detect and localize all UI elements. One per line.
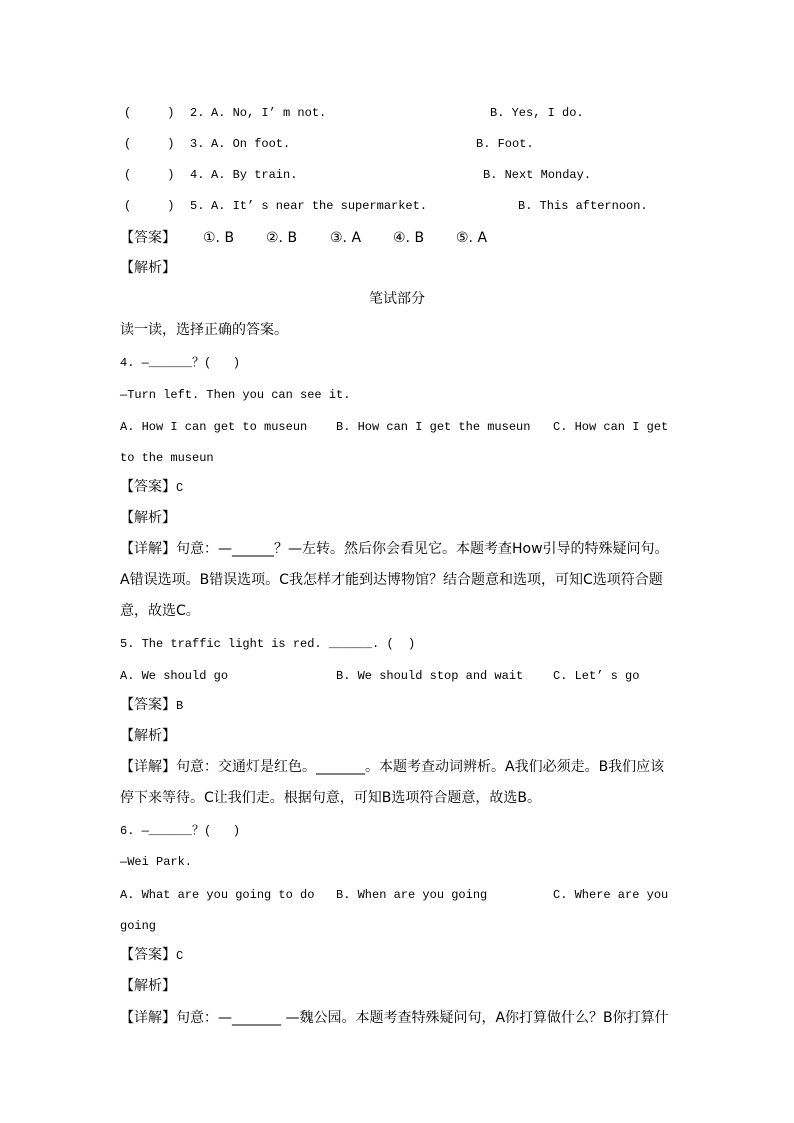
listening-item: [0, 197, 794, 215]
answer-value: ①. B: [203, 230, 235, 246]
answer-value: ③. A: [330, 230, 362, 246]
detail-line: 【详解】句意：—______？—左转。然后你会看见它。本题考查How引导的特殊疑问句。: [120, 541, 669, 557]
question-reply: —Turn left. Then you can see it.: [120, 388, 351, 402]
answer-row: [120, 946, 183, 964]
analysis-label: 【解析】: [120, 260, 176, 276]
listening-item: [0, 135, 794, 153]
answer-label: 【答案】: [120, 230, 176, 246]
instruction: 读一读，选择正确的答案。: [120, 322, 288, 338]
option-c: C. Where are you: [553, 888, 669, 902]
answer-label: 【答案】: [120, 947, 176, 963]
answer-value: ⑤. A: [456, 230, 488, 246]
option-c: C. How can I get: [553, 420, 669, 434]
option-b: B. How can I get the museun: [336, 420, 531, 434]
option-a: A. It’ s near the supermarket.: [211, 199, 428, 213]
option-a: A. By train.: [211, 168, 298, 182]
option-a: A. On foot.: [211, 137, 291, 151]
option-c-continued: to the museun: [120, 451, 214, 465]
answer-bracket: ( ): [124, 199, 175, 213]
listening-item: [0, 104, 794, 122]
listening-item: [0, 166, 794, 184]
option-b: B. When are you going: [336, 888, 488, 902]
answer-row: [120, 696, 183, 714]
question-options: [0, 667, 794, 685]
option-a: A. No, I’ m not.: [211, 106, 327, 120]
analysis-label: 【解析】: [120, 510, 176, 526]
answer-value: ④. B: [393, 230, 425, 246]
option-a: A. How I can get to museun: [120, 420, 308, 434]
option-b: B. Next Monday.: [483, 168, 592, 182]
analysis-label: 【解析】: [120, 978, 176, 994]
detail-line: A错误选项。B错误选项。C我怎样才能到达博物馆？结合题意和选项，可知C选项符合题: [120, 572, 663, 588]
answer-bracket: ( ): [124, 106, 175, 120]
question-stem: 6. —______？( ): [120, 824, 241, 838]
detail-line: 【详解】句意：—_______ —魏公园。本题考查特殊疑问句，A你打算做什么？B你打算什: [120, 1010, 669, 1026]
option-b: B. This afternoon.: [518, 199, 648, 213]
answer-value: B: [176, 699, 184, 713]
item-number: 2.: [190, 106, 205, 120]
question-stem: 5. The traffic light is red. ______. ( ): [120, 637, 416, 651]
answer-value: C: [176, 481, 184, 495]
question-options: [0, 886, 794, 904]
item-number: 4.: [190, 168, 205, 182]
question-stem: 4. —______？( ): [120, 356, 241, 370]
option-a: A. We should go: [120, 669, 229, 683]
option-b: B. Yes, I do.: [490, 106, 584, 120]
item-number: 5.: [190, 199, 205, 213]
option-c: C. Let’ s go: [553, 669, 640, 683]
analysis-label: 【解析】: [120, 728, 176, 744]
section-title: 笔试部分: [369, 291, 425, 307]
answer-value: C: [176, 949, 184, 963]
detail-line: 停下来等待。C让我们走。根据句意，可知B选项符合题意，故选B。: [120, 790, 541, 806]
option-b: B. Foot.: [476, 137, 534, 151]
option-c-continued: going: [120, 919, 157, 933]
option-a: A. What are you going to do: [120, 888, 315, 902]
answer-label: 【答案】: [120, 697, 176, 713]
answer-value: ②. B: [266, 230, 298, 246]
question-options: [0, 418, 794, 436]
answer-bracket: ( ): [124, 137, 175, 151]
question-reply: —Wei Park.: [120, 855, 193, 869]
answer-row: [120, 478, 183, 496]
answer-bracket: ( ): [124, 168, 175, 182]
answer-label: 【答案】: [120, 479, 176, 495]
listening-answer-row: [0, 229, 794, 247]
item-number: 3.: [190, 137, 205, 151]
detail-line: 意，故选C。: [120, 603, 200, 619]
option-b: B. We should stop and wait: [336, 669, 524, 683]
detail-line: 【详解】句意：交通灯是红色。_______。本题考查动词辨析。A我们必须走。B我们应该: [120, 759, 665, 775]
